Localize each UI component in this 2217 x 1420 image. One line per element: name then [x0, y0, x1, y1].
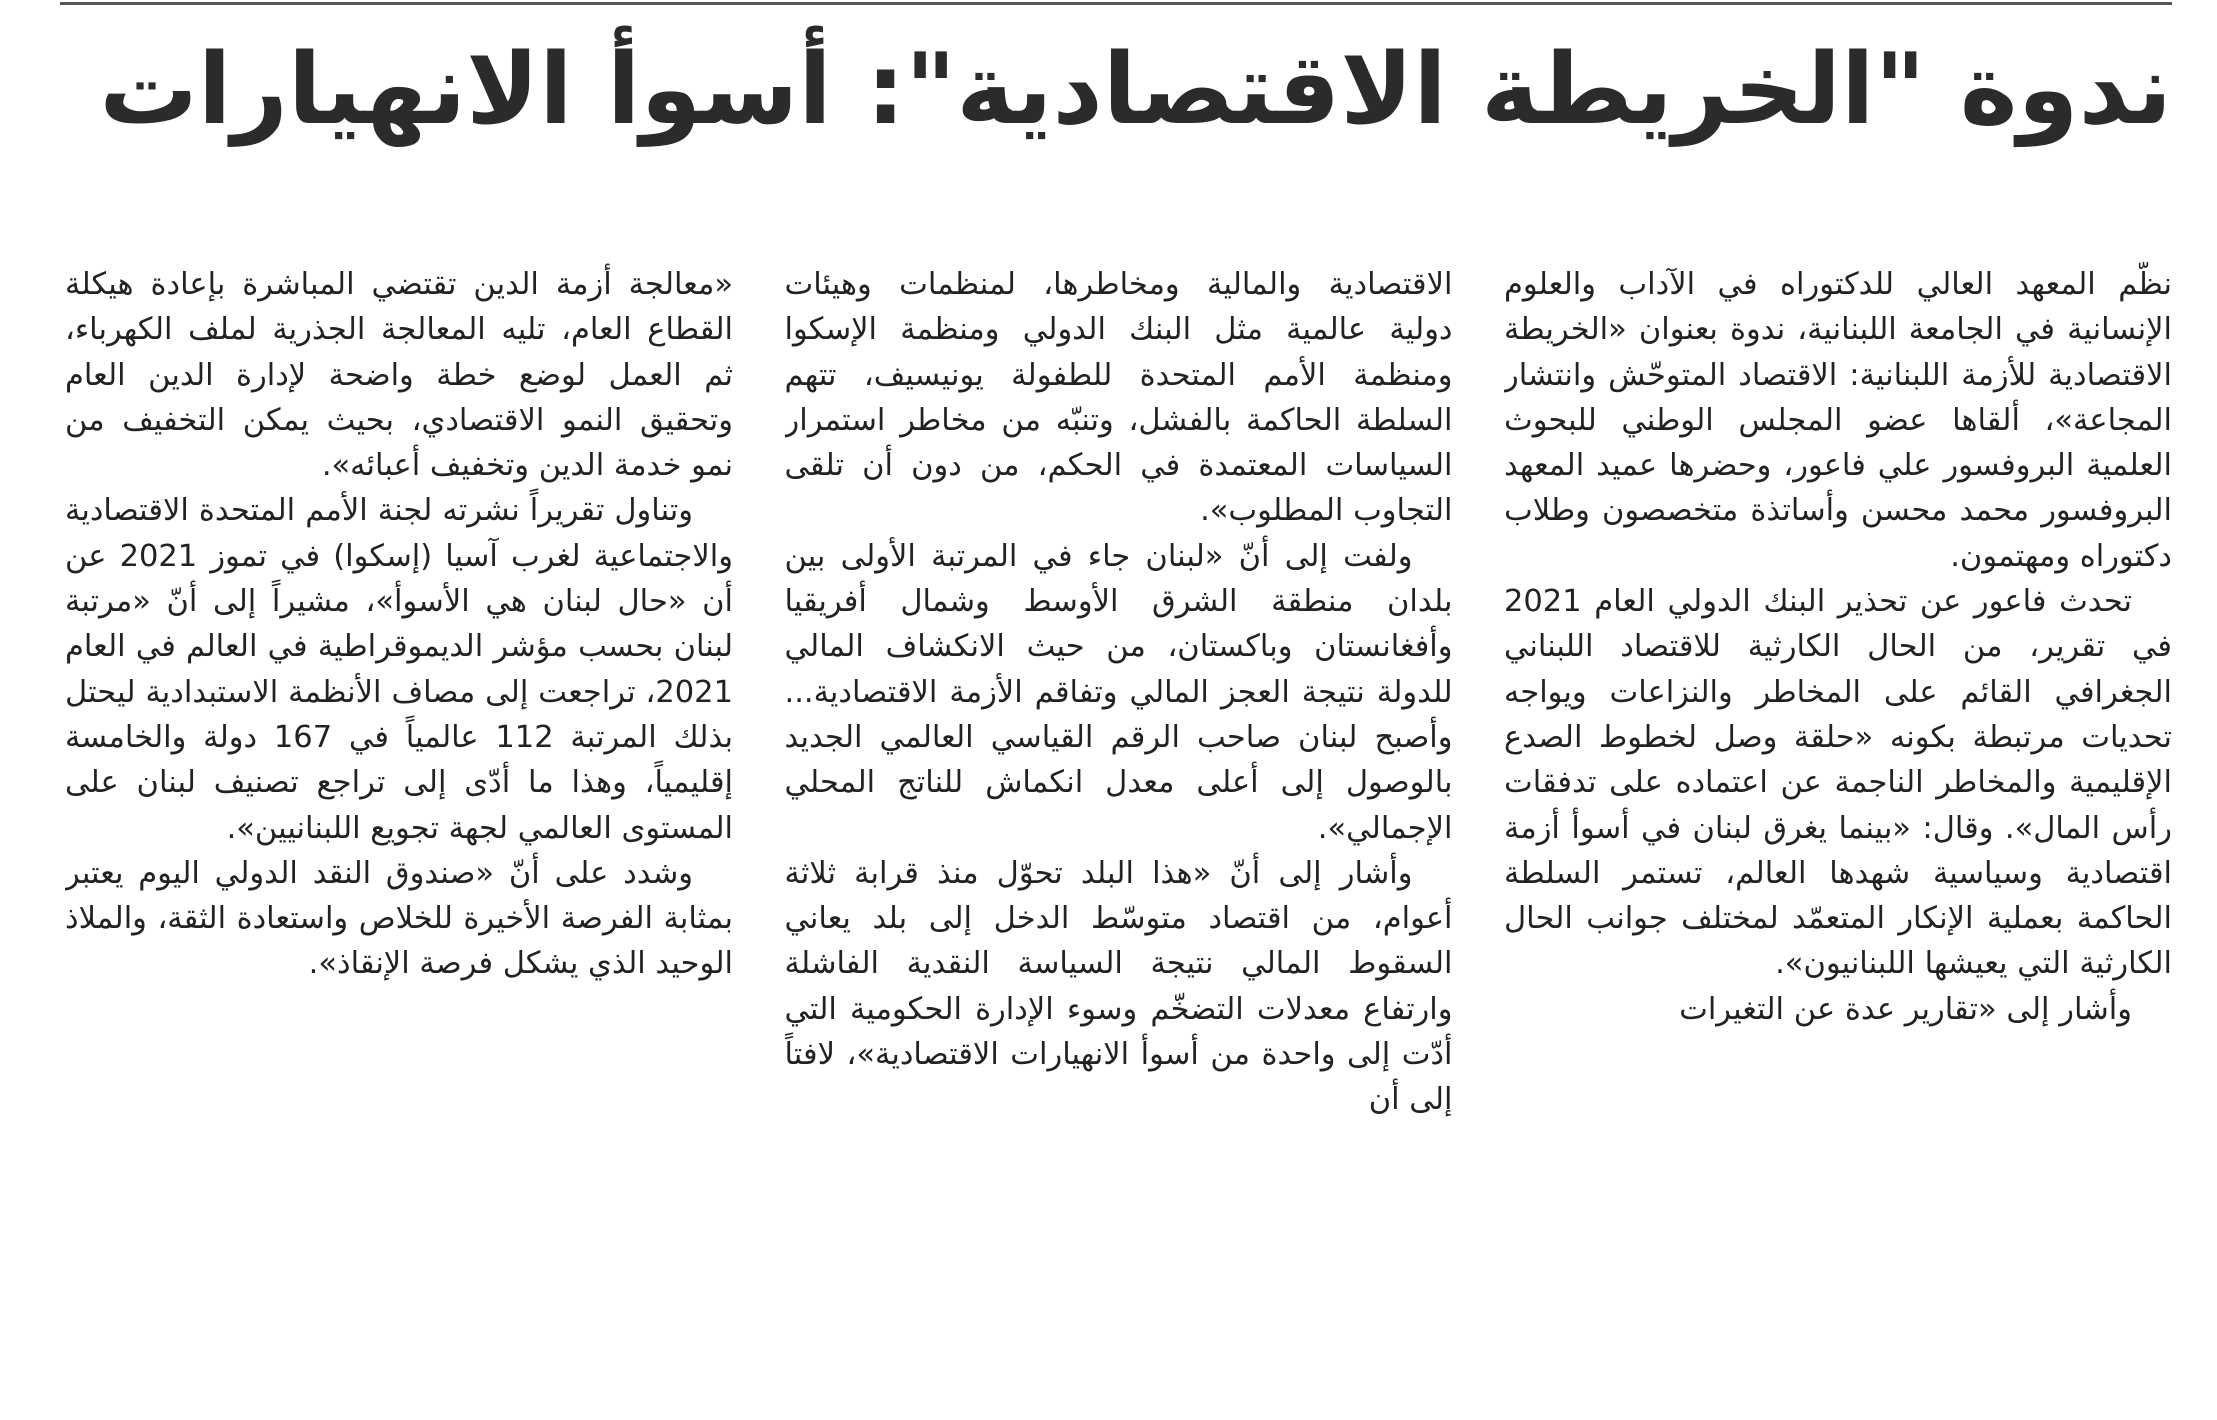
paragraph: ولفت إلى أنّ «لبنان جاء في المرتبة الأولى بين بلدان منطقة الشرق الأوسط وشمال أفريقيا وأفغانستان وباكستان، من حيث الانكشاف المالي للدولة نتيجة العجز المالي وتفاقم الأزمة الاقتصادية... وأصبح لبنان صاحب الرقم القياسي العالمي الجديد بالوصول إلى أعلى معدل انكماش للناتج المحلي الإجمالي». [784, 538, 1453, 846]
column-1 [1504, 262, 2172, 1312]
paragraph: وأشار إلى «تقارير عدة عن التغيرات [1679, 991, 2132, 1027]
headline: ندوة "الخريطة الاقتصادية": أسوأ الانهيارات [99, 33, 2172, 147]
paragraph: تحدث فاعور عن تحذير البنك الدولي العام 2021 في تقرير، من الحال الكارثية للاقتصاد اللبناني الجغرافي القائم على المخاطر والنزاعات ويواجه تحديات مرتبطة بكونه «حلقة وصل لخطوط الصدع الإقليمية والمخاطر الناجمة عن اعتماده على تدفقات رأس المال». وقال: «بينما يغرق لبنان في أسوأ أزمة اقتصادية وسياسية شهدها العالم، تستمر السلطة الحاكمة بعملية الإنكار المتعمّد لمختلف جوانب الحال الكارثية التي يعيشها اللبنانيون». [1504, 584, 2172, 982]
paragraph: وتناول تقريراً نشرته لجنة الأمم المتحدة الاقتصادية والاجتماعية لغرب آسيا (إسكوا) في تموز 2021 عن أن «حال لبنان هي الأسوأ»، مشيراً إلى أنّ «مرتبة لبنان بحسب مؤشر الديموقراطية في العالم في العام 2021، تراجعت إلى مصاف الأنظمة الاستبدادية ليحتل بذلك المرتبة 112 عالمياً في 167 دولة والخامسة إقليمياً، وهذا ما أدّى إلى تراجع تصنيف لبنان على المستوى العالمي لجهة تجويع اللبنانيين». [65, 493, 733, 846]
paragraph: «معالجة أزمة الدين تقتضي المباشرة بإعادة هيكلة القطاع العام، تليه المعالجة الجذرية لملف الكهرباء، ثم العمل لوضع خطة واضحة لإدارة الدين العام وتحقيق النمو الاقتصادي، بحيث يمكن التخفيف من نمو خدمة الدين وتخفيف أعبائه». [65, 267, 733, 484]
top-rule [60, 2, 2172, 5]
column-2 [785, 262, 1453, 1312]
paragraph: وشدد على أنّ «صندوق النقد الدولي اليوم يعتبر بمثابة الفرصة الأخيرة للخلاص واستعادة الثقة، والملاذ الوحيد الذي يشكل فرصة الإنقاذ». [65, 855, 733, 982]
article-body [65, 262, 2172, 1312]
paragraph: وأشار إلى أنّ «هذا البلد تحوّل منذ قرابة ثلاثة أعوام، من اقتصاد متوسّط الدخل إلى بلد يعاني السقوط المالي نتيجة السياسة النقدية الفاشلة وارتفاع معدلات التضخّم وسوء الإدارة الحكومية التي أدّت إلى واحدة من أسوأ الانهيارات الاقتصادية»، لافتاً إلى أن [784, 855, 1453, 1118]
column-3 [65, 262, 733, 1312]
paragraph: نظّم المعهد العالي للدكتوراه في الآداب والعلوم الإنسانية في الجامعة اللبنانية، ندوة بعنوان «الخريطة الاقتصادية للأزمة اللبنانية: الاقتصاد المتوحّش وانتشار المجاعة»، ألقاها عضو المجلس الوطني للبحوث العلمية البروفسور علي فاعور، وحضرها عميد المعهد البروفسور محمد محسن وأساتذة متخصصون وطلاب دكتوراه ومهتمون. [1504, 267, 2172, 574]
paragraph: الاقتصادية والمالية ومخاطرها، لمنظمات وهيئات دولية عالمية مثل البنك الدولي ومنظمة الإسكوا ومنظمة الأمم المتحدة للطفولة يونيسيف، تتهم السلطة الحاكمة بالفشل، وتنبّه من مخاطر استمرار السياسات المعتمدة في الحكم، من دون أن تلقى التجاوب المطلوب». [784, 267, 1453, 529]
